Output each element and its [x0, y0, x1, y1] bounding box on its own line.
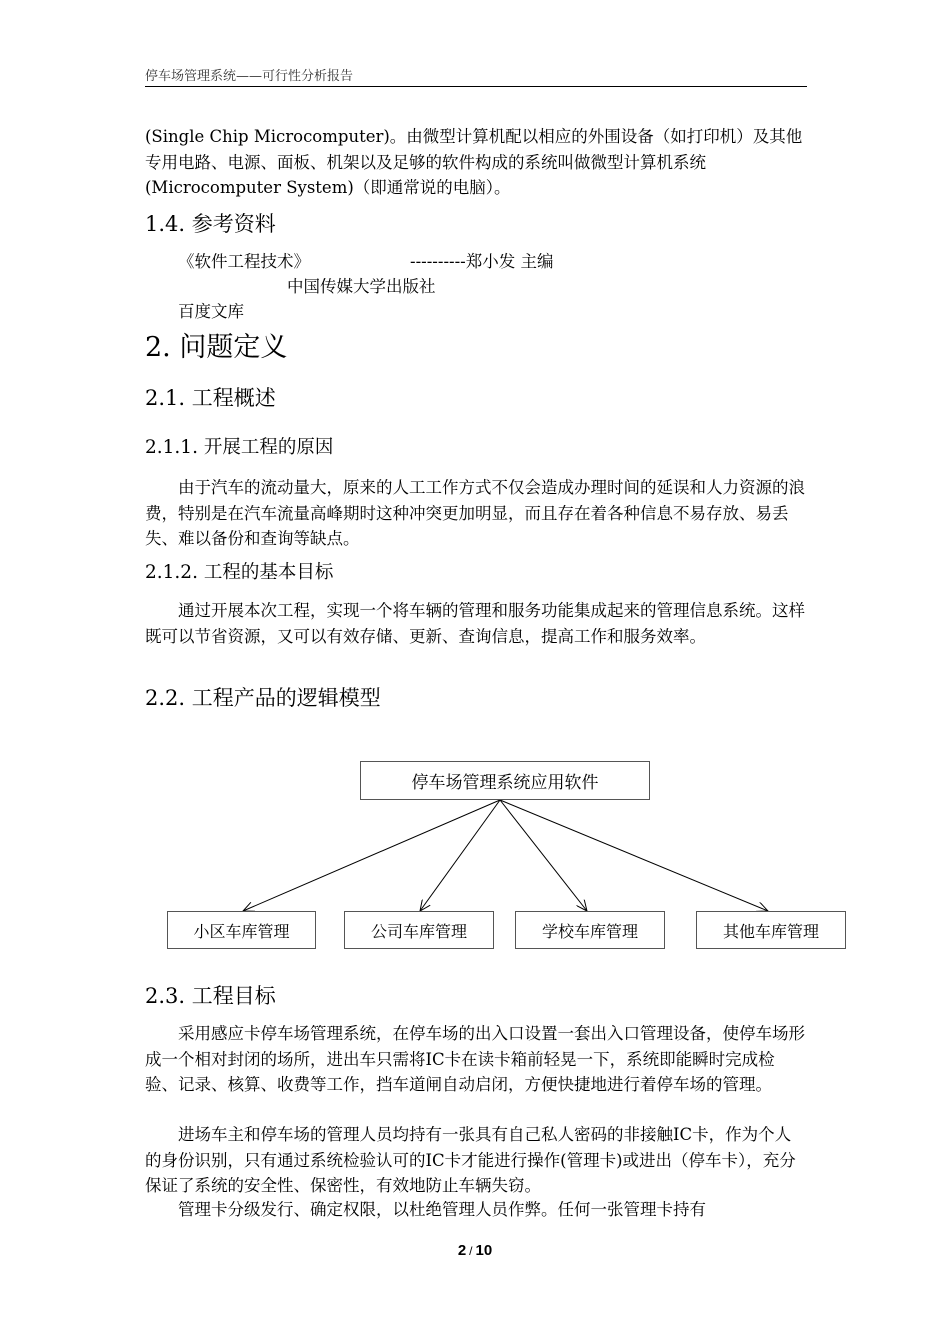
heading-number: 2.2. — [145, 686, 186, 710]
header-title: 停车场管理系统——可行性分析报告 — [145, 69, 354, 84]
paragraph-2-3-a: 采用感应卡停车场管理系统，在停车场的出入口设置一套出入口管理设备，使停车场形成一个相对封闭的场所，进出车只需将IC卡在读卡箱前轻晃一下，系统即能瞬时完成检验、记录、核算、收费等工作，挡车道闸自动启闭，方便快捷地进行着停车场的管理。 — [145, 1024, 805, 1094]
reference-author: ----------郑小发 主编 — [410, 252, 554, 271]
heading-number: 2. — [145, 332, 171, 363]
heading-number: 2.1. — [145, 386, 186, 410]
connector-arrow — [243, 800, 500, 911]
diagram-node-residential-garage: 小区车库管理 — [167, 911, 316, 949]
reference-web: 百度文库 — [178, 302, 244, 321]
intro-paragraph: (Single Chip Microcomputer)。由微型计算机配以相应的外围设备（如打印机）及其他专用电路、电源、面板、机架以及足够的软件构成的系统叫做微型计算机系统(Microcomputer System)（即通常说的电脑）。 — [145, 127, 803, 197]
heading-number: 1.4. — [145, 212, 186, 236]
heading-title: 参考资料 — [191, 212, 276, 236]
heading-title: 工程产品的逻辑模型 — [191, 686, 381, 710]
connector-arrow — [500, 800, 587, 911]
current-page: 2 — [457, 1242, 467, 1259]
reference-publisher: 中国传媒大学出版社 — [287, 277, 436, 296]
heading-number: 2.1.1. — [145, 437, 198, 458]
paragraph-2-3-c: 管理卡分级发行、确定权限，以杜绝管理人员作弊。任何一张管理卡持有 — [178, 1200, 706, 1219]
paragraph-2-3-b: 进场车主和停车场的管理人员均持有一张具有自己私人密码的非接触IC卡，作为个人的身份识别，只有通过系统检验认可的IC卡才能进行操作(管理卡)或进出（停车卡），充分保证了系统的安全性、保密性，有效地防止车辆失窃。 — [145, 1125, 796, 1195]
diagram-node-other-garage: 其他车库管理 — [696, 911, 846, 949]
heading-title: 工程目标 — [191, 984, 276, 1008]
heading-title: 工程概述 — [191, 386, 276, 410]
reference-book: 《软件工程技术》 — [178, 252, 310, 271]
connector-arrow — [500, 800, 768, 911]
heading-number: 2.1.2. — [145, 562, 198, 583]
diagram-node-company-garage: 公司车库管理 — [344, 911, 494, 949]
paragraph-2-1-2: 通过开展本次工程，实现一个将车辆的管理和服务功能集成起来的管理信息系统。这样既可以节省资源，又可以有效存储、更新、查询信息，提高工作和服务效率。 — [145, 601, 805, 646]
heading-title: 开展工程的原因 — [203, 437, 334, 458]
heading-title: 工程的基本目标 — [203, 562, 334, 583]
total-pages: 10 — [475, 1242, 493, 1259]
heading-number: 2.3. — [145, 984, 186, 1008]
page-number-footer — [0, 1242, 950, 1259]
paragraph-2-1-1: 由于汽车的流动量大，原来的人工工作方式不仅会造成办理时间的延误和人力资源的浪费，特别是在汽车流量高峰期时这种冲突更加明显，而且存在着各种信息不易存放、易丢失、难以备份和查询等缺点。 — [145, 478, 805, 548]
page-separator: / — [469, 1244, 473, 1258]
connector-arrow — [420, 800, 500, 911]
diagram-root-node: 停车场管理系统应用软件 — [360, 761, 650, 800]
heading-2-3 — [145, 982, 276, 1010]
heading-title: 问题定义 — [179, 332, 288, 363]
diagram-node-school-garage: 学校车库管理 — [515, 911, 665, 949]
